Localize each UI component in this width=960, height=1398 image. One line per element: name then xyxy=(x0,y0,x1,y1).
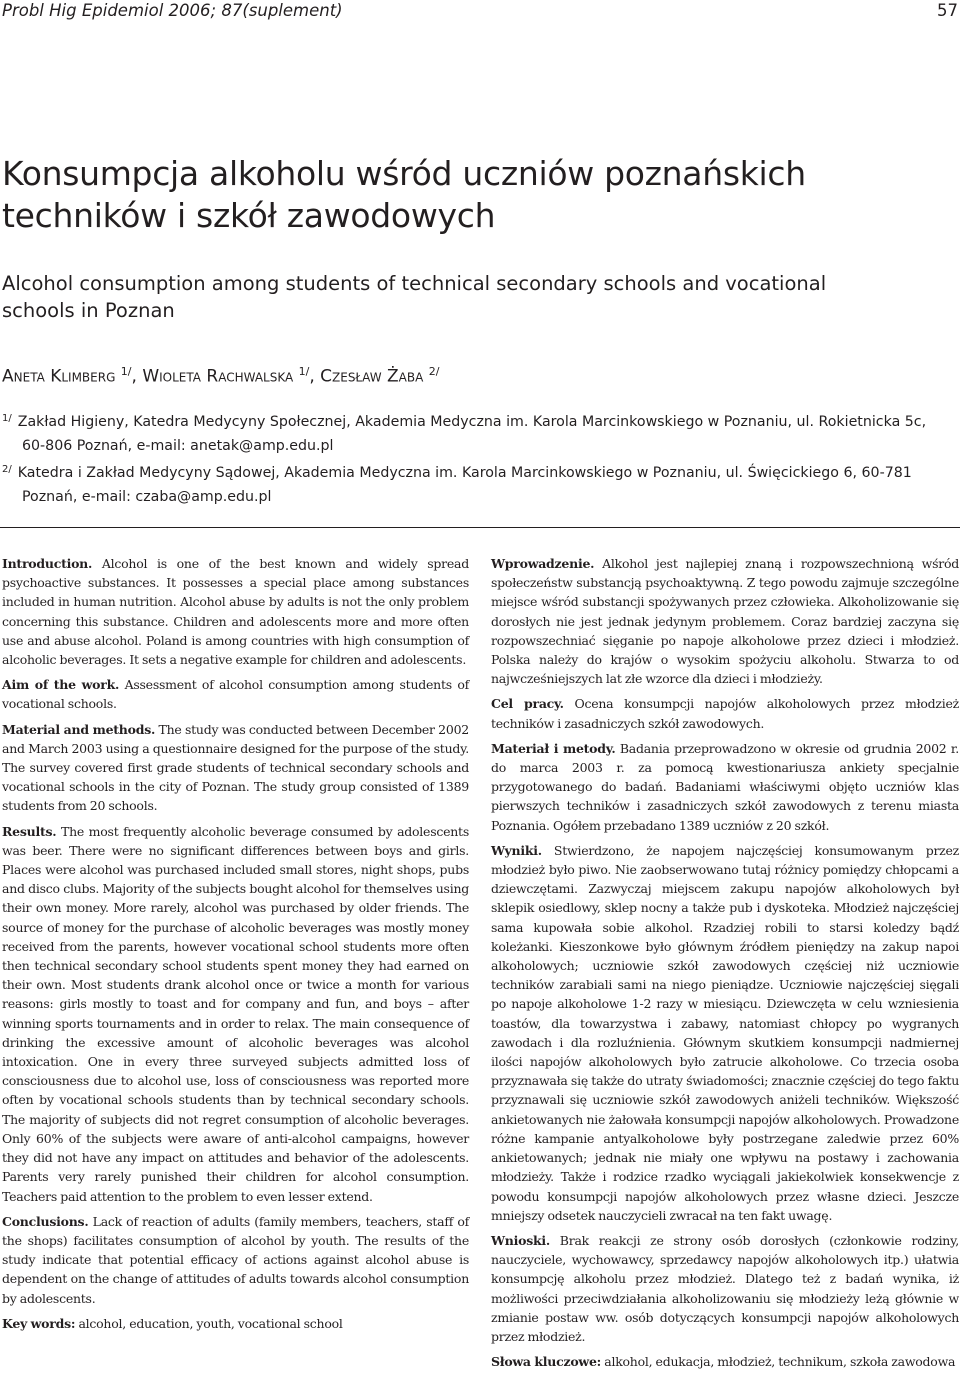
abstract-section-cel xyxy=(491,694,959,732)
section-text: Alcohol is one of the best known and widely spread psychoactive substances. It possesses a special place among substances included in human nutrition. Alcohol abuse by adults is not the only problem concerning this substance. Children and adolescents more and more often use and abuse alcohol. Poland is among countries with high consumption of alcoholic beverages. It sets a negative example for children and adolescents. xyxy=(2,556,469,668)
english-title-line-2: schools in Poznan xyxy=(2,299,175,322)
section-heading: Wyniki. xyxy=(491,842,542,858)
journal-citation: Probl Hig Epidemiol 2006; 87(suplement) xyxy=(2,1,343,20)
section-text: alkohol, edukacja, młodzież, technikum, szkoła zawodowa xyxy=(601,1354,956,1370)
article-title xyxy=(2,153,942,237)
abstract-section-wyniki xyxy=(491,841,959,1225)
section-heading: Wprowadzenie. xyxy=(491,556,595,571)
affiliation-text: Katedra i Zakład Medycyny Sądowej, Akademia Medyczna im. Karola Marcinkowskiego w Poznaniu, ul. Święcickiego 6, 60-781 xyxy=(17,465,912,481)
author-affiliation-mark: 2/ xyxy=(428,365,440,378)
affiliations xyxy=(2,407,960,509)
affiliation-mark: 2/ xyxy=(2,464,12,475)
abstract-section-wnioski xyxy=(491,1231,959,1346)
affiliation-mark: 1/ xyxy=(2,413,12,424)
abstract-section-results xyxy=(2,822,469,1206)
section-text: alcohol, education, youth, vocational school xyxy=(75,1315,343,1331)
author-name: Czesław Żaba xyxy=(320,366,424,387)
section-text: Stwierdzono, że napojem najczęściej konsumowanym przez młodzież było piwo. Nie zaobserwowano tutaj różnicy pomiędzy chłopcami a dziewczętami. Zazwyczaj miejscem zakupu napojów alkoholowych był sklepik osiedlowy, sklep nocny a także pub i dyskoteka. Młodzież najczęściej sama kupowała sobie alkohol. Rzadziej robili to starsi koledzy bądź koleżanki. Kieszonkowe było głównym źródłem pieniędzy na zakup napoi alkoholowych; uczniowie szkół zawodowych częściej niż uczniowie techników zarabiali sami na niego pieniądze. Uczniowie najczęściej sięgali po napoje alkoholowe 1-2 razy w miesiącu. Dziewczęta w celu wzniesienia toastów, dla towarzystwa i zabawy, natomiast chłopcy po wygranych zawodach i dla rozluźnienia. Głównym skutkiem konsumpcji nadmiernej ilości napojów alkoholowych było zatrucie alkoholowe. Co trzecia osoba przyznawała się także do utraty świadomości; znacznie częściej do tego faktu przyznawali się uczniowie szkół zawodowych aniżeli techników. Większość ankietowanych nie żałowała konsumpcji napojów alkoholowych. Prowadzone różne kampanie antyalkoholowe były postrzegane zaledwie przez 60% ankietowanych; jednak nie miały one wpływu na postawy i zachowania młodzieży. Także i rodzice rzadko wyciągali jakiekolwiek konsekwencje z powodu konsumpcji napojów alkoholowych przez własne dzieci. Jeszcze mniejszy odsetek nauczycieli zwracał na ten fakt uwagę. xyxy=(491,842,959,1223)
affiliation-text: Poznań, e-mail: czaba@amp.edu.pl xyxy=(22,489,272,505)
section-heading: Conclusions. xyxy=(2,1213,89,1229)
author-name: Wioleta Rachwalska xyxy=(142,366,294,387)
section-heading: Material and methods. xyxy=(2,721,156,737)
author-name: Aneta Klimberg xyxy=(2,366,116,387)
section-text: The most frequently alcoholic beverage consumed by adolescents was beer. There were no significant differences between boys and girls. Places were alcohol was purchased included small stores, night shops, pubs and disco clubs. Majority of the subjects bought alcohol for themselves using their own money. More rarely, alcohol was purchased by older friends. The source of money for the purchase of alcoholic beverages was mostly money received from the parents, however vocational school students more often then technical secondary school students spent money they had earned on their own. Most students drank alcohol once or twice a month for various reasons: girls mostly to toast and for company and fun, and boys – after winning sports tournaments and in order to relax. The main consequence of drinking the excessive amount of alcoholic beverages was alcohol intoxication. One in every three surveyed subjects admitted loss of consciousness due to alcohol use, loss of consciousness was reported more often by vocational schools students than by technical secondary schools. The majority of subjects did not regret consumption of alcoholic beverages. Only 60% of the subjects were aware of anti-alcohol campaigns, however they did not have any impact on attitudes and behavior of the adolescents. Parents very rarely punished their children for alcohol consumption. Teachers paid attention to the problem to even lesser extend. xyxy=(2,823,469,1204)
page-number: 57 xyxy=(937,1,958,20)
abstract-polish xyxy=(491,554,959,1377)
abstract-keywords-pl xyxy=(491,1352,959,1371)
section-text: Ocena konsumpcji napojów alkoholowych przez młodzież techników i zasadniczych szkół zawodowych. xyxy=(491,696,959,731)
author-affiliation-mark: 1/ xyxy=(298,365,310,378)
article-title-line-2: techników i szkół zawodowych xyxy=(2,196,496,235)
affiliation-text: 60-806 Poznań, e-mail: anetak@amp.edu.pl xyxy=(22,438,334,454)
section-heading: Materiał i metody. xyxy=(491,740,616,756)
english-title-line-1: Alcohol consumption among students of technical secondary schools and vocational xyxy=(2,272,827,295)
section-heading: Key words: xyxy=(2,1315,76,1331)
section-heading: Aim of the work. xyxy=(2,677,120,693)
abstract-english xyxy=(2,554,469,1339)
affiliation-2 xyxy=(2,458,960,509)
author-affiliation-mark: 1/ xyxy=(120,365,132,378)
english-title xyxy=(2,270,952,324)
abstract-section-introduction xyxy=(2,554,469,669)
section-text: Lack of reaction of adults (family members, teachers, staff of the shops) facilitates consumption of alcohol by youth. The results of the study indicate that potential efficacy of actions against alcohol abuse is dependent on the change of attitudes of adults towards alcohol consumption by adolescents. xyxy=(2,1213,469,1306)
section-text: Badania przeprowadzono w okresie od grudnia 2002 r. do marca 2003 r. za pomocą kwestionariusza ankiety specjalnie przygotowanego do badań. Badaniami właściwymi objęto uczniów klas pierwszych techników i zasadniczych szkół zawodowych z terenu miasta Poznania. Ogółem przebadano 1389 uczniów z 20 szkół. xyxy=(491,740,959,833)
abstract-section-metody xyxy=(491,739,959,835)
abstract-section-wprowadzenie xyxy=(491,554,959,688)
author-list: Aneta Klimberg $^{1/}$, Wioleta Rachwalska $^{1/}$, Czesław Żaba $^{2/}$ xyxy=(2,365,440,387)
affiliation-text: Zakład Higieny, Katedra Medycyny Społecznej, Akademia Medyczna im. Karola Marcinkowskiego w Poznaniu, ul. Rokietnicka 5c, xyxy=(17,414,927,430)
section-heading: Wnioski. xyxy=(491,1232,551,1248)
abstract-section-conclusions xyxy=(2,1212,469,1308)
section-heading: Introduction. xyxy=(2,556,93,571)
abstract-keywords xyxy=(2,1314,469,1333)
section-text: The study was conducted between December 2002 and March 2003 using a questionnaire designed for the purpose of the study. The survey covered first grade students of technical secondary schools and vocational schools in the city of Poznan. The study group consisted of 1389 students from 20 schools. xyxy=(2,721,469,814)
abstract-section-methods xyxy=(2,720,469,816)
running-header xyxy=(0,0,960,24)
section-divider xyxy=(0,527,960,528)
affiliation-1 xyxy=(2,407,960,458)
section-heading: Cel pracy. xyxy=(491,696,564,712)
section-text: Brak reakcji ze strony osób dorosłych (członkowie rodziny, nauczyciele, wychowawcy, sprzedawcy napojów alkoholowych itp.) ułatwia konsumpcję alkoholu przez młodzież. Dlatego też z badań wynika, iż możliwości przeciwdziałania alkoholizowaniu się młodzieży leżą głównie w zmianie postaw ww. osób dotyczących konsumpcji napojów alkoholowych przez młodzież. xyxy=(491,1232,959,1344)
section-heading: Results. xyxy=(2,823,57,839)
abstract-section-aim xyxy=(2,675,469,713)
section-text: Alkohol jest najlepiej znaną i rozpowszechnioną wśród społeczeństw substancją psychoaktywną. Z tego powodu zajmuje szczególne miejsce wśród substancji spożywanych przez człowieka. Alkoholizowanie się dorosłych nie jest jednak jedynym problemem. Coraz bardziej zaczyna się rozpowszechniać sięganie po napoje alkoholowe przez dzieci i młodzież. Polska należy do krajów o wysokim spożyciu alkoholu. Stwarza to od najwcześniejszych lat złe wzorce dla dzieci i młodzieży. xyxy=(491,556,959,687)
section-heading: Słowa kluczowe: xyxy=(491,1354,602,1370)
article-title-line-1: Konsumpcja alkoholu wśród uczniów poznańskich xyxy=(2,154,806,193)
section-text: Assessment of alcohol consumption among students of vocational schools. xyxy=(2,677,469,712)
